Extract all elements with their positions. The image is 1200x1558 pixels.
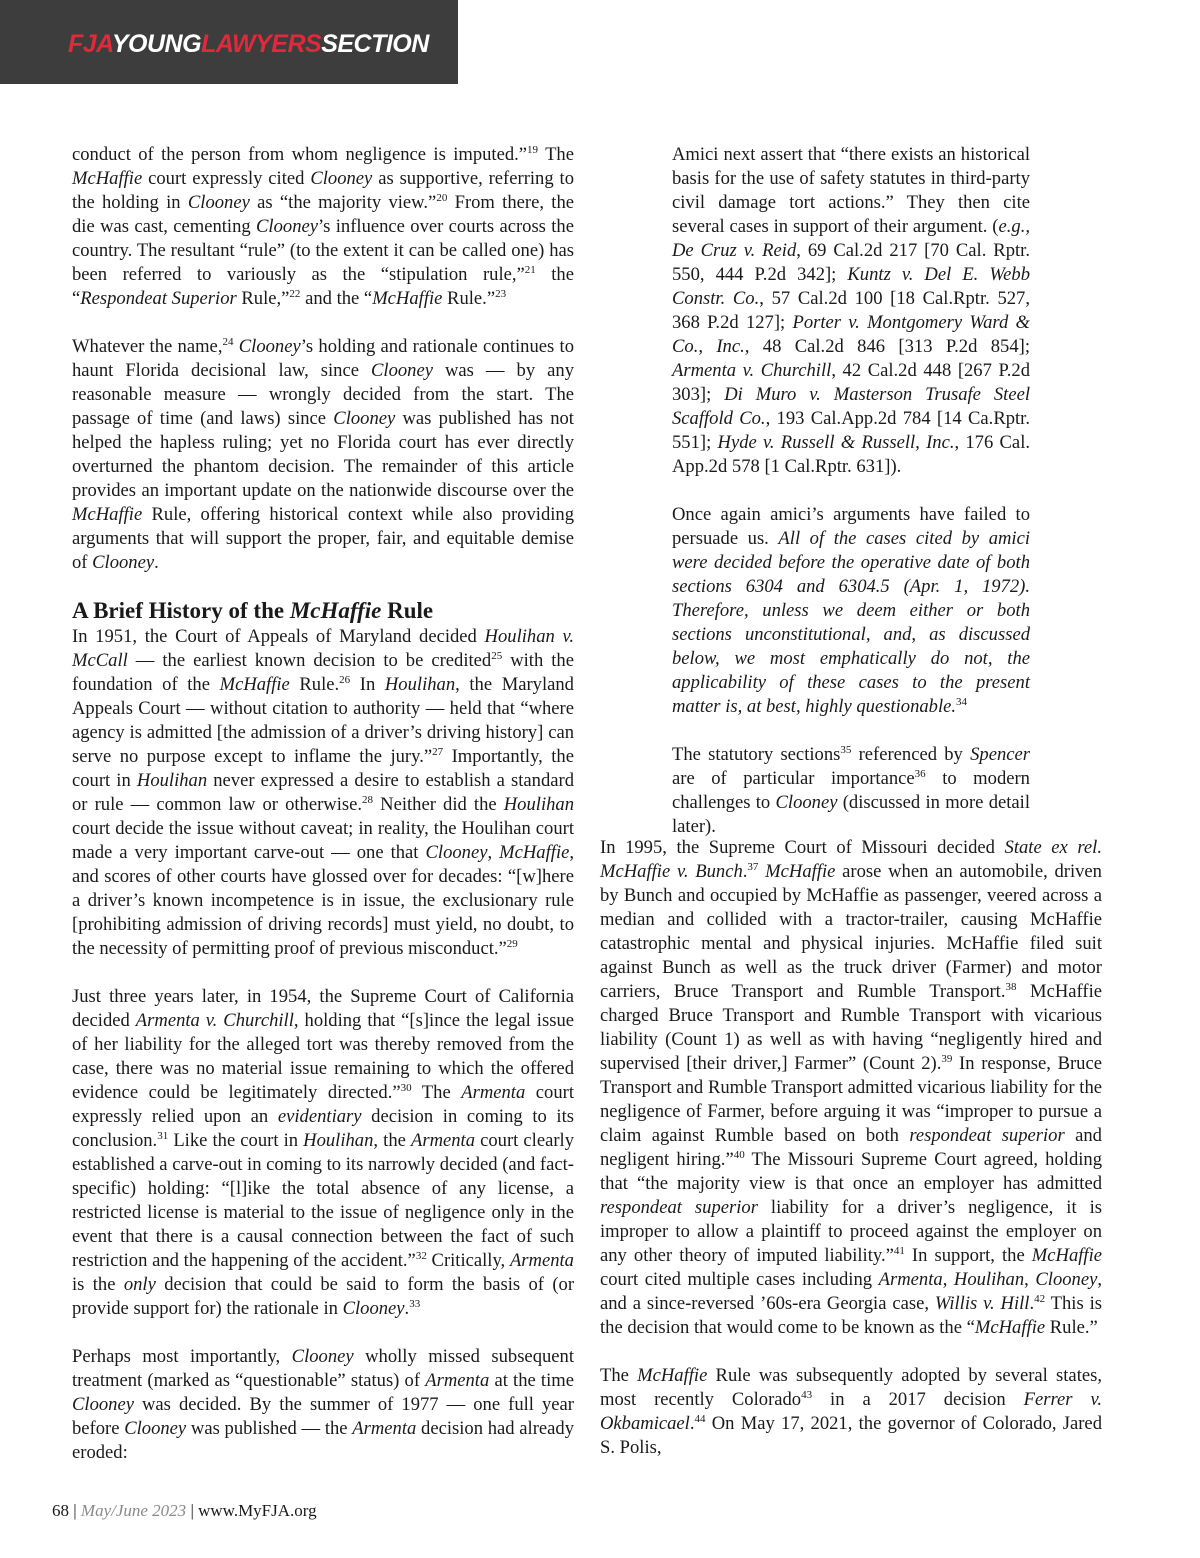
footnote-ref: 33: [409, 1298, 421, 1310]
italic-text: Clooney: [775, 792, 838, 813]
footnote-ref: 19: [527, 144, 539, 156]
italic-text: Houlihan: [136, 770, 208, 791]
italic-text: Porter v. Montgomery Ward & Co., Inc.,: [672, 312, 1030, 357]
italic-text: McHaffie: [219, 674, 290, 695]
section-title: [68, 28, 429, 60]
quote-paragraph: Once again amici’s arguments have failed to persuade us. All of the cases cited by amici were decided before the operative date of both sections 6304 and 6304.5 (Apr. 1, 1972). Therefore, unless we deem either or both sections unconstitutional, and, as discussed below, we most emphatically do not, the applicability of these cases to the present matter is, at best, highly questionable.$^{34}$: [672, 504, 1031, 717]
italic-text: Spencer: [970, 744, 1030, 765]
italic-text: Armenta: [878, 1269, 943, 1290]
italic-text: Clooney: [1035, 1269, 1098, 1290]
italic-text: respondeat superior: [909, 1125, 1065, 1146]
footnote-ref: 37: [747, 861, 759, 873]
italic-text: Willis v. Hill: [934, 1293, 1030, 1314]
paragraph: conduct of the person from whom negligence is imputed.”$^{19}$ The McHaffie court expressly cited Clooney as supportive, referring to the holding in Clooney as “the majority view.”$^{20}$ From there, the die was cast, cementing Clooney’s influence over courts across the country. The resultant “rule” (to the extent it can be called one) has been referred to variously as the “stipulation rule,”$^{21}$ the “Respondeat Superior Rule,”$^{22}$ and the “McHaffie Rule.”$^{23}$: [72, 144, 575, 309]
italic-text: Clooney: [256, 216, 318, 237]
italic-text: Armenta: [425, 1370, 490, 1391]
italic-text: Kuntz v. Del E. Webb Constr. Co.: [672, 264, 1031, 309]
footnote-ref: 40: [733, 1149, 745, 1161]
italic-text: Houlihan: [953, 1269, 1025, 1290]
left-column: [72, 143, 574, 1489]
website-link[interactable]: www.MyFJA.org: [198, 1501, 317, 1520]
italic-text: e.g., De Cruz v. Reid: [672, 216, 1030, 261]
italic-text: McHaffie: [637, 1365, 708, 1386]
footnote-ref: 31: [157, 1130, 169, 1142]
italic-text: Armenta: [509, 1250, 574, 1271]
paragraph: The McHaffie Rule was subsequently adopted by several states, most recently Colorado$^{43}$ in a 2017 decision Ferrer v. Okbamicael.$^{44}$ On May 17, 2021, the governor of Colorado, Jared S. Polis,: [600, 1365, 1102, 1458]
section-heading: A Brief History of the McHaffie Rule: [72, 598, 434, 623]
title-fja: FJA: [68, 30, 112, 58]
footnote-ref: 21: [524, 264, 536, 276]
paragraph: In 1995, the Supreme Court of Missouri decided State ex rel. McHaffie v. Bunch.$^{37}$ McHaffie arose when an automobile, driven by Bunch and occupied by McHaffie as passenger, veered across a median and collided with a tractor-trailer, causing McHaffie catastrophic mental and physical injuries. McHaffie filed suit against Bunch as well as the truck driver (Farmer) and motor carriers, Bruce Transport and Rumble Transport.$^{38}$ McHaffie charged Bruce Transport and Rumble Transport with vicarious liability (Count 1) as well as with having “negligently hired and supervised [their driver,] Farmer” (Count 2).$^{39}$ In response, Bruce Transport and Rumble Transport admitted vicarious liability for the negligence of Farmer, before arguing it was “improper to pursue a claim against Rumble based on both respondeat superior and negligent hiring.”$^{40}$ The Missouri Supreme Court agreed, holding that “the majority view is that once an employer has admitted respondeat superior liability for a driver’s negligence, it is improper to allow a plaintiff to proceed against the employer on any other theory of imputed liability.”$^{41}$ In support, the McHaffie court cited multiple cases including Armenta, Houlihan, Clooney, and a since-reversed ’60s-era Georgia case, Willis v. Hill.$^{42}$ This is the decision that would come to be known as the “McHaffie Rule.”: [600, 837, 1102, 1338]
footnote-ref: 28: [362, 794, 374, 806]
footnote-ref: 22: [289, 288, 301, 300]
footnote-ref: 32: [415, 1250, 427, 1262]
footnote-ref: 39: [941, 1053, 953, 1065]
italic-text: Houlihan: [503, 794, 574, 815]
quote-paragraph: Amici next assert that “there exists an historical basis for the use of safety statutes in third-party civil damage tort actions.” They then cite several cases in support of their argument. (e.g., De Cruz v. Reid, 69 Cal.2d 217 [70 Cal. Rptr. 550, 444 P.2d 342]; Kuntz v. Del E. Webb Constr. Co., 57 Cal.2d 100 [18 Cal.Rptr. 527, 368 P.2d 127]; Porter v. Montgomery Ward & Co., Inc., 48 Cal.2d 846 [313 P.2d 854]; Armenta v. Churchill, 42 Cal.2d 448 [267 P.2d 303]; Di Muro v. Masterson Trusafe Steel Scaffold Co., 193 Cal.App.2d 784 [14 Ca.Rptr. 551]; Hyde v. Russell & Russell, Inc., 176 Cal. App.2d 578 [1 Cal.Rptr. 631]).: [672, 144, 1031, 477]
footnote-ref: 29: [506, 938, 518, 950]
italic-text: Armenta: [352, 1418, 417, 1439]
footnote-ref: 35: [840, 744, 852, 756]
footer-separator: |: [69, 1501, 81, 1520]
title-young: YOUNG: [111, 30, 202, 58]
section-header-bar: [0, 0, 458, 84]
italic-text: only: [123, 1274, 156, 1295]
italic-text: evidentiary: [277, 1106, 362, 1127]
italic-text: Clooney: [238, 336, 301, 357]
italic-text: respondeat superior: [600, 1197, 758, 1218]
italic-text: McHaffie: [1031, 1245, 1102, 1266]
italic-text: Armenta: [461, 1082, 526, 1103]
footer-separator: |: [186, 1501, 199, 1520]
paragraph: Just three years later, in 1954, the Supreme Court of California decided Armenta v. Churchill, holding that “[s]ince the legal issue of her liability for the alleged tort was thereby removed from the case, there was no material issue remaining to which the offered evidence could be legitimately directed.”$^{30}$ The Armenta court expressly relied upon an evidentiary decision in coming to its conclusion.$^{31}$ Like the court in Houlihan, the Armenta court clearly established a carve-out in coming to its narrowly decided (and fact-specific) holding: “[l]ike the total absence of any license, a restricted license is material to the issue of negligence only in the event that there is a causal connection between the fact of such restriction and the happening of the accident.”$^{32}$ Critically, Armenta is the only decision that could be said to form the basis of (or provide support for) the rationale in Clooney.$^{33}$: [72, 986, 575, 1319]
italic-text: Clooney: [310, 168, 373, 189]
italic-text: McHaffie: [289, 598, 382, 623]
italic-text: Armenta v. Churchill: [672, 360, 832, 381]
footnote-ref: 38: [1005, 981, 1017, 993]
paragraph: Whatever the name,$^{24}$ Clooney’s holding and rationale continues to haunt Florida decisional law, since Clooney was — by any reasonable measure — wrongly decided from the start. The passage of time (and laws) since Clooney was published has not helped the hapless ruling; yet no Florida court has ever directly overturned the phantom decision. The remainder of this article provides an important update on the nationwide discourse over the McHaffie Rule, offering historical context while also providing arguments that will support the proper, fair, and equitable demise of Clooney.: [72, 336, 574, 573]
page-number: 68: [52, 1501, 69, 1520]
italic-text: Clooney: [425, 842, 488, 863]
italic-text: All of the cases cited by amici were decided before the operative date of both sections 6304 and 6304.5 (Apr. 1, 1972). Therefore, unless we deem either or both sections unconstitutional, and, as discussed below, we most emphatically do not, the applicability of these cases to the present matter is, at best, highly questionable.: [672, 528, 1031, 717]
italic-text: Clooney: [291, 1346, 354, 1367]
italic-text: McHaffie: [765, 861, 836, 882]
italic-text: McHaffie: [372, 288, 443, 309]
italic-text: Clooney: [333, 408, 396, 429]
italic-text: Di Muro v. Masterson Trusafe Steel Scaffold Co.: [672, 384, 1030, 429]
italic-text: Hyde v. Russell & Russell, Inc.: [717, 432, 955, 453]
italic-text: Clooney: [187, 192, 250, 213]
quote-paragraph: The statutory sections$^{35}$ referenced by Spencer are of particular importance$^{36}$ to modern challenges to Clooney (discussed in more detail later).: [672, 744, 1031, 837]
italic-text: Houlihan: [384, 674, 456, 695]
footnote-ref: 30: [400, 1082, 412, 1094]
footnote-ref: 36: [914, 768, 926, 780]
italic-text: State ex rel. McHaffie v. Bunch: [600, 837, 1102, 882]
footnote-ref: 42: [1034, 1293, 1046, 1305]
italic-text: McHaffie: [72, 504, 143, 525]
footnote-ref: 34: [956, 696, 968, 708]
italic-text: Clooney: [92, 552, 155, 573]
italic-text: Houlihan v. McCall: [72, 626, 574, 671]
page-footer: [52, 1500, 317, 1522]
italic-text: Armenta v. Churchill: [135, 1010, 294, 1031]
footnote-ref: 41: [893, 1245, 905, 1257]
paragraph: Perhaps most importantly, Clooney wholly missed subsequent treatment (marked as “questionable” status) of Armenta at the time Clooney was decided. By the summer of 1977 — one full year before Clooney was published — the Armenta decision had already eroded:: [72, 1346, 574, 1463]
title-section: SECTION: [321, 30, 429, 58]
issue-date: May/June 2023: [80, 1501, 187, 1520]
italic-text: Clooney: [342, 1298, 405, 1319]
footnote-ref: 27: [432, 746, 444, 758]
paragraph: In 1951, the Court of Appeals of Maryland decided Houlihan v. McCall — the earliest known decision to be credited$^{25}$ with the foundation of the McHaffie Rule.$^{26}$ In Houlihan, the Maryland Appeals Court — without citation to authority — held that “where agency is admitted [the admission of a driver’s driving history] can serve no purpose except to inflame the jury.”$^{27}$ Importantly, the court in Houlihan never expressed a desire to establish a standard or rule — common law or otherwise.$^{28}$ Neither did the Houlihan court decide the issue without caveat; in reality, the Houlihan court made a very important carve-out — one that Clooney, McHaffie, and scores of other courts have glossed over for decades: “[w]here a driver’s known incompetence is in issue, the exclusionary rule [prohibiting admission of driving records] must yield, no doubt, to the necessity of permitting proof of previous misconduct.”$^{29}$: [72, 626, 575, 959]
footnote-ref: 44: [694, 1413, 706, 1425]
footnote-ref: 25: [491, 650, 503, 662]
italic-text: Clooney: [72, 1394, 134, 1415]
italic-text: Houlihan: [303, 1130, 374, 1151]
italic-text: McHaffie: [974, 1317, 1046, 1338]
italic-text: McHaffie: [499, 842, 570, 863]
italic-text: Respondeat Superior: [80, 288, 237, 309]
italic-text: McHaffie: [72, 168, 143, 189]
footnote-ref: 23: [495, 288, 507, 300]
italic-text: Armenta: [410, 1130, 476, 1151]
block-quote: [672, 143, 1030, 839]
footnote-ref: 20: [436, 192, 448, 204]
italic-text: Clooney: [371, 360, 433, 381]
italic-text: Ferrer v. Okbamicael: [600, 1389, 1102, 1434]
footnote-ref: 24: [222, 336, 234, 348]
footnote-ref: 26: [339, 674, 351, 686]
footnote-ref: 43: [801, 1389, 813, 1401]
title-lawyers: LAWYERS: [201, 30, 322, 58]
italic-text: Clooney: [124, 1418, 187, 1439]
right-column: [600, 836, 1102, 1484]
